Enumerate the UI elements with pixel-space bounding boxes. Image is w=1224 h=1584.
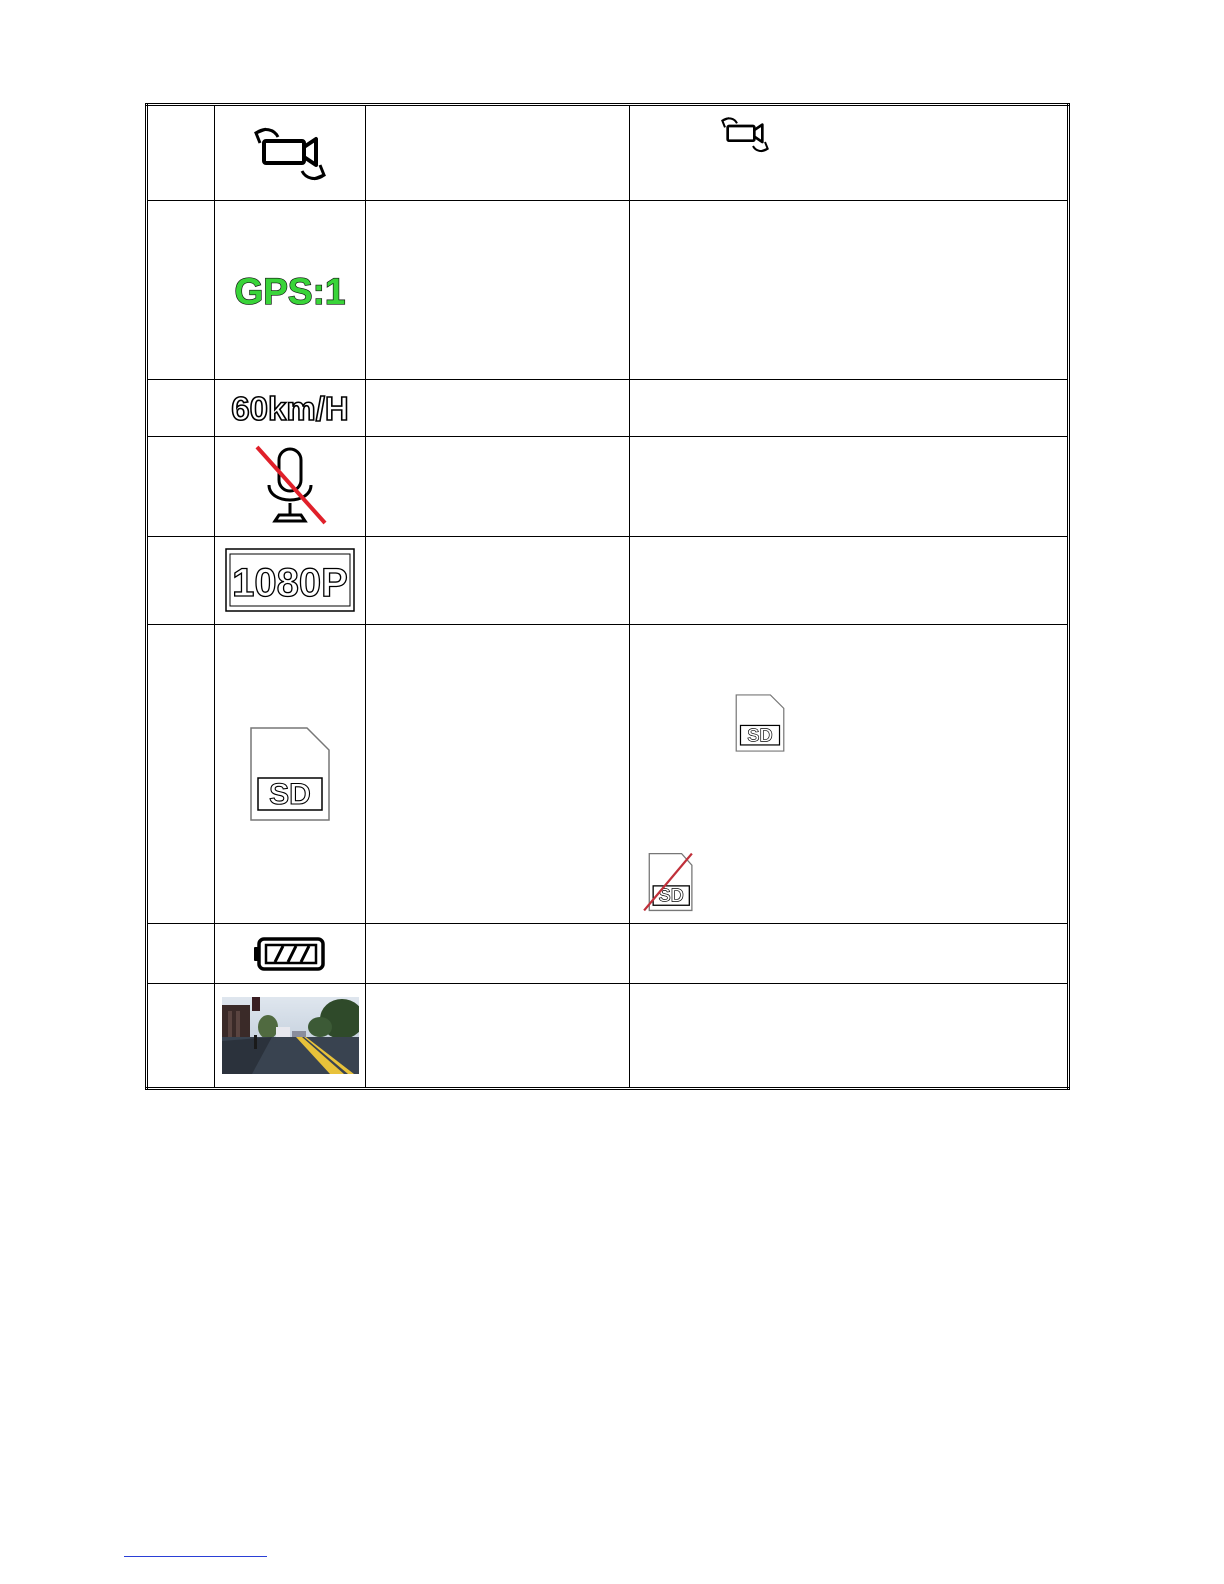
- svg-text:GPS:1: GPS:1: [234, 271, 346, 313]
- description-cell: [630, 436, 1069, 537]
- icon-legend-table: [145, 103, 1070, 1090]
- name-cell: [366, 105, 630, 201]
- svg-text:SD: SD: [658, 884, 684, 905]
- name-cell: [366, 380, 630, 436]
- table-row: [147, 624, 1069, 924]
- name-cell: [366, 624, 630, 924]
- table-row: [147, 380, 1069, 436]
- row-number-cell: [147, 924, 215, 984]
- name-cell: [366, 537, 630, 624]
- icon-cell: [215, 436, 366, 537]
- description-cell: [630, 984, 1069, 1089]
- description-cell: [630, 537, 1069, 624]
- icon-cell: [215, 105, 366, 201]
- gps-status-icon: [220, 268, 360, 312]
- row-number-cell: [147, 984, 215, 1089]
- resolution-icon: [225, 548, 355, 612]
- row-number-cell: [147, 624, 215, 924]
- svg-text:SD: SD: [269, 777, 311, 811]
- svg-text:SD: SD: [747, 723, 773, 745]
- sd-card-icon: [249, 726, 331, 822]
- table-row: [147, 436, 1069, 537]
- row-number-cell: [147, 436, 215, 537]
- icon-cell: [215, 380, 366, 436]
- table-row: [147, 105, 1069, 201]
- name-cell: [366, 984, 630, 1089]
- name-cell: [366, 201, 630, 380]
- video-thumbnail: [222, 997, 359, 1074]
- table-row: [147, 537, 1069, 624]
- name-cell: [366, 436, 630, 537]
- camera-switch-icon: [718, 114, 772, 154]
- icon-cell: [215, 201, 366, 380]
- row-number-cell: [147, 537, 215, 624]
- table-row: [147, 924, 1069, 984]
- icon-cell: [215, 924, 366, 984]
- table-row: [147, 201, 1069, 380]
- icon-cell: [215, 984, 366, 1089]
- sd-card-icon: [735, 693, 785, 753]
- icon-cell: [215, 624, 366, 924]
- description-cell: [630, 924, 1069, 984]
- description-cell: [630, 380, 1069, 436]
- footer-link-underline[interactable]: [124, 1556, 267, 1557]
- description-cell: [630, 105, 1069, 201]
- icon-cell: [215, 537, 366, 624]
- row-number-cell: [147, 380, 215, 436]
- mic-off-icon: [245, 441, 335, 531]
- speed-icon: [220, 388, 360, 428]
- table-row: [147, 984, 1069, 1089]
- camera-switch-icon: [250, 123, 330, 183]
- row-number-cell: [147, 105, 215, 201]
- svg-text:1080P: 1080P: [232, 561, 348, 606]
- name-cell: [366, 924, 630, 984]
- description-cell: [630, 624, 1069, 924]
- sd-card-missing-icon: [638, 851, 698, 913]
- svg-text:60km/H: 60km/H: [231, 390, 349, 428]
- row-number-cell: [147, 201, 215, 380]
- battery-icon: [253, 936, 327, 972]
- description-cell: [630, 201, 1069, 380]
